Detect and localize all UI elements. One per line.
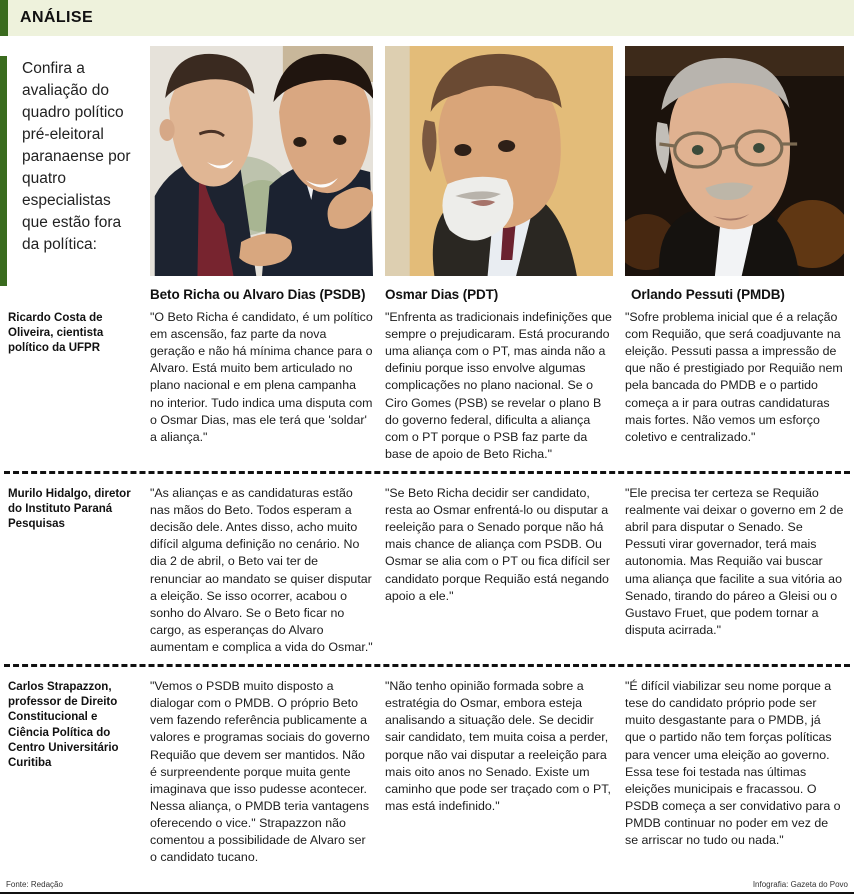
expert-row-1 — [0, 306, 854, 463]
intro-text: Confira a avaliação do quadro político pré-eleitoral paranaense por quatro especialistas que estão fora da política: — [22, 60, 131, 253]
candidate-photo-cell-1 — [150, 46, 385, 276]
footer-credit: Infografia: Gazeta do Povo — [752, 880, 848, 889]
quote-text: "Ele precisa ter certeza se Requião realmente vai deixar o governo em 2 de abril para disputar o Senado. Se Pessuti virar governador, terá mais autonomia. Mas Requião vai buscar uma aliança que facilite a sua vitória ao Senado, tirando do páreo a Gleisi ou o Gustavo Fruet, que podem tornar a disputa acirrada." — [625, 485, 844, 637]
quote-text: "É difícil viabilizar seu nome porque a tese do candidato próprio pode ser muito desgastante para o PMDB, já que o partido não tem forças políticas para vencer uma eleição ao governo. Essa tese foi testada nas últimas eleições municipais e fracassou. O PSDB começa a ser convidativo para o PMDB continuar no poder em vez de se arriscar no tudo ou nada." — [625, 679, 841, 848]
expert-name-cell-1 — [0, 309, 150, 357]
photo-illustration-1 — [150, 46, 373, 276]
expert-name-1: Ricardo Costa de Oliveira, cientista político da UFPR — [8, 312, 104, 355]
footer-credits — [0, 877, 854, 892]
candidate-name-3: Orlando Pessuti (PMDB) — [631, 287, 785, 302]
candidate-header-2 — [385, 287, 625, 302]
quote-cell-1-2 — [385, 309, 625, 463]
header-accent-bar — [0, 0, 8, 36]
candidate-header-row — [0, 276, 854, 306]
quote-cell-1-3 — [625, 309, 854, 446]
dashed-divider — [4, 664, 850, 667]
expert-name-2: Murilo Hidalgo, diretor do Instituto Paraná Pesquisas — [8, 487, 131, 531]
quote-cell-2-3 — [625, 485, 854, 639]
expert-name-cell-2 — [0, 485, 150, 533]
expert-row-2 — [0, 482, 854, 656]
expert-name-3: Carlos Strapazzon, professor de Direito Constitucional e Ciência Política do Centro Universitário Curitiba — [8, 681, 119, 769]
photo-two-politicians-smiling — [150, 46, 373, 276]
quote-cell-2-2 — [385, 485, 625, 605]
quote-text: "Sofre problema inicial que é a relação com Requião, que será coadjuvante na eleição. Pessuti passa a impressão de que não é prestigiado por Requião nem pela bancada do PMDB e o partido começa a ir para outras candidaturas mais fortes. Não vemos um esforço coletivo e centralizado." — [625, 310, 843, 444]
quote-cell-2-1 — [150, 485, 385, 656]
quote-cell-3-2 — [385, 678, 625, 815]
quote-cell-3-3 — [625, 678, 854, 849]
quote-text: "As alianças e as candidaturas estão nas mãos do Beto. Todos esperam a decisão dele. Antes disso, acho muito difícil alguma definição no cenário. No dia 2 de abril, o Beto vai ter de renunciar ao mandato se quiser disputar a eleição. Se isso ocorrer, acabou o sonho do Alvaro. Se o Beto ficar no cargo, as esperanças do Alvaro aumentam e complica a vida do Osmar." — [150, 485, 373, 654]
header-band — [0, 0, 854, 36]
quote-text: "Vemos o PSDB muito disposto a dialogar com o PMDB. O próprio Beto vem fazendo referência publicamente a valores e programas sociais do governo Requião que devem ser mantidos. Não é surpreendente porque muita gente imaginava que isso pudesse acontecer. Nessa aliança, o PMDB teria vantagens oferecendo o vice." Strapazzon não comentou a possibilidade de Alvaro ser o candidato tucano. — [150, 679, 370, 865]
quote-text: "O Beto Richa é candidato, é um político em ascensão, faz parte da nova geração e não há mínima chance para o Alvaro. Está muito bem articulado no plano nacional e em plena campanha no interior. Tudo indica uma disputa com o Osmar Dias, mas ele terá que 'soldar' a aliança." — [150, 310, 373, 444]
photo-illustration-2 — [385, 46, 613, 276]
intro-block — [0, 46, 150, 256]
footer-source: Fonte: Redação — [6, 880, 63, 889]
intro-accent-bar — [0, 56, 7, 286]
candidate-name-2: Osmar Dias (PDT) — [385, 287, 499, 302]
quote-text: "Não tenho opinião formada sobre a estratégia do Osmar, embora esteja analisando a situação dele. Se decidir sair candidato, tem muita coisa a perder, porque não vai disputar a reeleição para mais oito anos no Senado. Existe um caminho que pode ser traçado com o PT, mas está indefinido." — [385, 679, 611, 813]
expert-row-3 — [0, 675, 854, 866]
photo-illustration-3 — [625, 46, 844, 276]
candidate-photo-cell-2 — [385, 46, 625, 276]
quote-cell-3-1 — [150, 678, 385, 866]
quote-text: "Se Beto Richa decidir ser candidato, resta ao Osmar enfrentá-lo ou disputar a reeleição para o Senado porque não há mais chance de aliança com PSDB. Ou Osmar se alia com o PT ou fica difícil ser candidato porque Requião está negando apoio a ele." — [385, 485, 610, 603]
photo-man-glasses-mustache — [625, 46, 844, 276]
row-separator-2 — [0, 656, 854, 675]
infographic-page — [0, 36, 854, 866]
candidate-name-1: Beto Richa ou Alvaro Dias (PSDB) — [150, 287, 366, 302]
page-title: ANÁLISE — [20, 9, 94, 26]
photo-row — [0, 36, 854, 276]
expert-name-cell-3 — [0, 678, 150, 771]
candidate-header-3 — [625, 287, 854, 302]
footer — [0, 877, 854, 894]
row-separator-1 — [0, 463, 854, 482]
dashed-divider — [4, 471, 850, 474]
quote-text: "Enfrenta as tradicionais indefinições que sempre o prejudicaram. Está procurando uma aliança com o PT, mas ainda não a definiu porque isso envolve algumas complicações no plano nacional. Se o Ciro Gomes (PSB) se revelar o plano B do governo federal, dificulta a aliança com o PT porque o PSB faz parte da base de apoio de Beto Richa." — [385, 310, 612, 461]
candidate-photo-cell-3 — [625, 46, 854, 276]
candidate-header-1 — [150, 287, 385, 302]
quote-cell-1-1 — [150, 309, 385, 446]
photo-man-white-beard — [385, 46, 613, 276]
